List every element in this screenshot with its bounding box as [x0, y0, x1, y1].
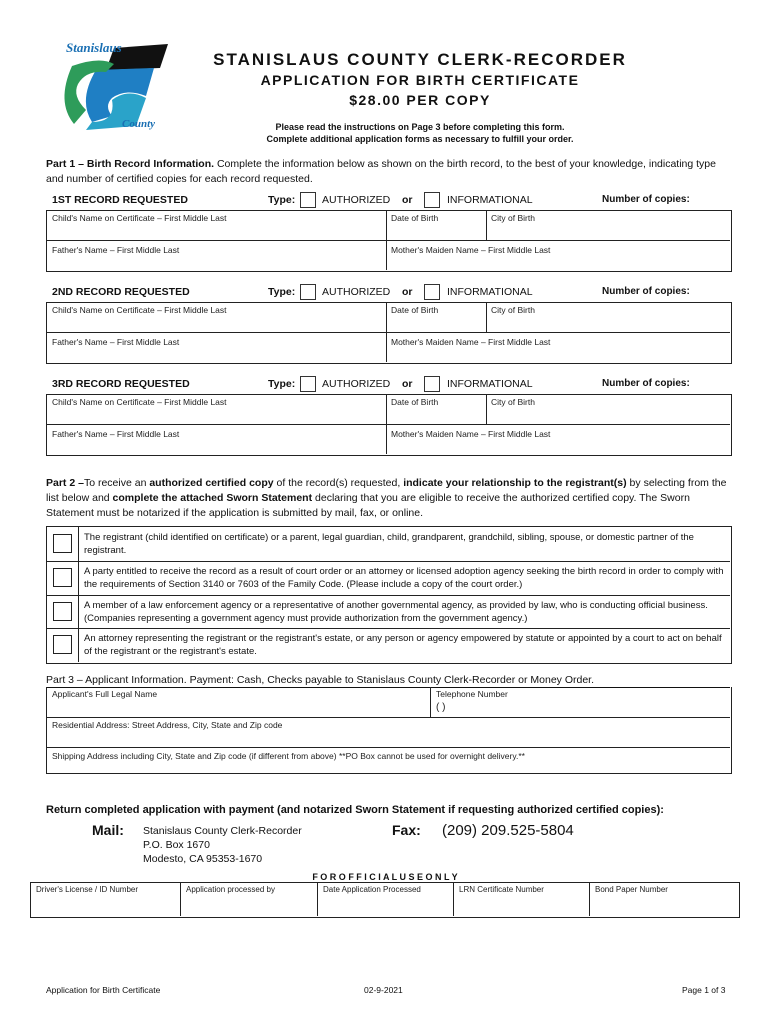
informational-label: INFORMATIONAL: [447, 194, 533, 206]
official-use-heading: F O R O F F I C I A L U S E O N L Y: [312, 872, 458, 882]
authorized-label: AUTHORIZED: [322, 286, 391, 298]
fax-label: Fax:: [392, 822, 421, 838]
child-name-field[interactable]: Child's Name on Certificate – First Middle Last: [52, 305, 227, 315]
applicant-row-line-1: [46, 717, 730, 718]
footer-form-name: Application for Birth Certificate: [46, 985, 161, 995]
return-heading: Return completed application with payment (and notarized Sworn Statement if requesting authorized certified copies):: [46, 804, 664, 816]
informational-label: INFORMATIONAL: [447, 286, 533, 298]
official-field[interactable]: LRN Certificate Number: [459, 885, 544, 894]
informational-checkbox[interactable]: [424, 284, 440, 300]
telephone-label: Telephone Number: [436, 689, 508, 699]
authorized-label: AUTHORIZED: [322, 194, 391, 206]
applicant-row-line-2: [46, 747, 730, 748]
official-field[interactable]: Bond Paper Number: [595, 885, 668, 894]
page-title: STANISLAUS COUNTY CLERK-RECORDER: [213, 50, 627, 69]
or-label: or: [402, 286, 413, 298]
residential-address-field[interactable]: Residential Address: Street Address, City, State and Zip code: [52, 720, 283, 730]
official-field[interactable]: Driver's License / ID Number: [36, 885, 138, 894]
part2-text-b: authorized certified copy: [149, 477, 274, 489]
part2-text-c: of the record(s) requested,: [273, 477, 404, 489]
city-of-birth-field[interactable]: City of Birth: [491, 213, 535, 223]
record-row-line: [46, 240, 730, 241]
mail-address: [143, 824, 302, 866]
relationship-row-line: [46, 595, 730, 596]
instruction-line-2: Complete additional application forms as necessary to fulfill your order.: [266, 134, 574, 144]
or-label: or: [402, 194, 413, 206]
part2-text-d: indicate your relationship to the registrant(s): [403, 477, 627, 489]
mail-label: Mail:: [92, 822, 124, 838]
city-of-birth-field[interactable]: City of Birth: [491, 397, 535, 407]
relationship-option-text: An attorney representing the registrant or the registrant's estate, or any person or agency empowered by statute or appointed by a court to act on behalf of the registrant or the registrant's estate.: [84, 633, 722, 657]
relationship-option-text: A member of a law enforcement agency or a representative of another governmental agency, as provided by law, who is conducting official business. (Companies representing a government agency must provide authorization from the government agency.): [84, 600, 708, 624]
applicant-divider: [430, 687, 431, 717]
footer-date: 02-9-2021: [364, 985, 403, 995]
mother-name-field[interactable]: Mother's Maiden Name – First Middle Last: [391, 245, 551, 255]
type-label: Type:: [268, 194, 296, 206]
part2-intro: [46, 476, 736, 521]
mail-line-2: P.O. Box 1670: [143, 839, 210, 851]
record-title: 2ND RECORD REQUESTED: [52, 286, 190, 298]
relationship-checkbox[interactable]: [53, 635, 72, 654]
mail-line-3: Modesto, CA 95353-1670: [143, 853, 263, 865]
date-of-birth-field[interactable]: Date of Birth: [391, 397, 439, 407]
record-divider-2: [486, 210, 487, 240]
type-label: Type:: [268, 286, 296, 298]
informational-checkbox[interactable]: [424, 192, 440, 208]
official-col-divider: [589, 882, 590, 916]
copies-label: Number of copies:: [602, 286, 690, 297]
mother-name-field[interactable]: Mother's Maiden Name – First Middle Last: [391, 429, 551, 439]
relationship-row-line: [46, 561, 730, 562]
relationship-checkbox[interactable]: [53, 568, 72, 587]
mother-name-field[interactable]: Mother's Maiden Name – First Middle Last: [391, 337, 551, 347]
part1-heading: Part 1 – Birth Record Information.: [46, 158, 215, 170]
record-row-line: [46, 424, 730, 425]
father-name-field[interactable]: Father's Name – First Middle Last: [52, 245, 180, 255]
fax-number: (209) 209.525-5804: [442, 822, 574, 839]
part2-heading: Part 2 –: [46, 477, 84, 489]
part2-text-g: declaring that you are eligible to receive the authorized certified copy. The Sworn Statement must be notarized if the application is submitted by mail, fax, or online.: [46, 492, 690, 519]
part1-text: Complete the information below as shown on the birth record, to the best of your knowledge, indicating type and number of certified copies for each record requested.: [46, 158, 716, 185]
part3-heading: Part 3 – Applicant Information. Payment: Cash, Checks payable to Stanislaus County Clerk-Recorder or Money Order.: [46, 674, 595, 686]
part2-text-e: by selecting from the list below and: [46, 477, 727, 504]
date-of-birth-field[interactable]: Date of Birth: [391, 213, 439, 223]
part2-text-a: To receive an: [83, 477, 150, 489]
authorized-checkbox[interactable]: [300, 192, 316, 208]
instructions: [160, 121, 680, 145]
record-title: 3RD RECORD REQUESTED: [52, 378, 190, 390]
date-of-birth-field[interactable]: Date of Birth: [391, 305, 439, 315]
copies-label: Number of copies:: [602, 194, 690, 205]
relationship-option-text: A party entitled to receive the record as a result of court order or an attorney or licensed adoption agency seeking the birth record in order to comply with the requirements of Section 3140 or 7603 of the Family Code. (Please include a copy of the court order.): [84, 566, 724, 590]
authorized-label: AUTHORIZED: [322, 378, 391, 390]
telephone-field[interactable]: ( ): [436, 702, 446, 713]
applicant-name-field[interactable]: Applicant's Full Legal Name: [52, 689, 158, 699]
relationship-checkbox[interactable]: [53, 534, 72, 553]
price-line: $28.00 PER COPY: [349, 92, 491, 108]
informational-label: INFORMATIONAL: [447, 378, 533, 390]
child-name-field[interactable]: Child's Name on Certificate – First Middle Last: [52, 213, 227, 223]
record-row-line: [46, 332, 730, 333]
logo-top-text: Stanislaus: [66, 40, 122, 55]
official-field[interactable]: Application processed by: [186, 885, 275, 894]
logo-bottom-text: County: [122, 118, 156, 130]
county-logo: [56, 40, 176, 136]
shipping-address-field[interactable]: Shipping Address including City, State and Zip code (if different from above) **PO Box cannot be used for overnight delivery.**: [52, 751, 525, 761]
type-label: Type:: [268, 378, 296, 390]
relationship-option-text: The registrant (child identified on certificate) or a parent, legal guardian, child, grandparent, grandchild, sibling, spouse, or domestic partner of the registrant.: [84, 532, 694, 556]
record-title: 1ST RECORD REQUESTED: [52, 194, 188, 206]
child-name-field[interactable]: Child's Name on Certificate – First Middle Last: [52, 397, 227, 407]
father-name-field[interactable]: Father's Name – First Middle Last: [52, 429, 180, 439]
official-col-divider: [453, 882, 454, 916]
part2-text-f: complete the attached Sworn Statement: [112, 492, 313, 504]
official-col-divider: [317, 882, 318, 916]
father-name-field[interactable]: Father's Name – First Middle Last: [52, 337, 180, 347]
official-field[interactable]: Date Application Processed: [323, 885, 421, 894]
footer-page-number: Page 1 of 3: [682, 985, 726, 995]
informational-checkbox[interactable]: [424, 376, 440, 392]
record-divider-2: [486, 394, 487, 424]
form-subtitle: APPLICATION FOR BIRTH CERTIFICATE: [260, 72, 580, 88]
part1-intro: [46, 157, 736, 187]
instruction-line-1: Please read the instructions on Page 3 before completing this form.: [275, 122, 565, 132]
authorized-checkbox[interactable]: [300, 376, 316, 392]
record-divider-2: [486, 302, 487, 332]
relationship-row-line: [46, 628, 730, 629]
relationship-checkbox[interactable]: [53, 602, 72, 621]
authorized-checkbox[interactable]: [300, 284, 316, 300]
copies-label: Number of copies:: [602, 378, 690, 389]
city-of-birth-field[interactable]: City of Birth: [491, 305, 535, 315]
official-col-divider: [180, 882, 181, 916]
mail-line-1: Stanislaus County Clerk-Recorder: [143, 825, 302, 837]
or-label: or: [402, 378, 413, 390]
